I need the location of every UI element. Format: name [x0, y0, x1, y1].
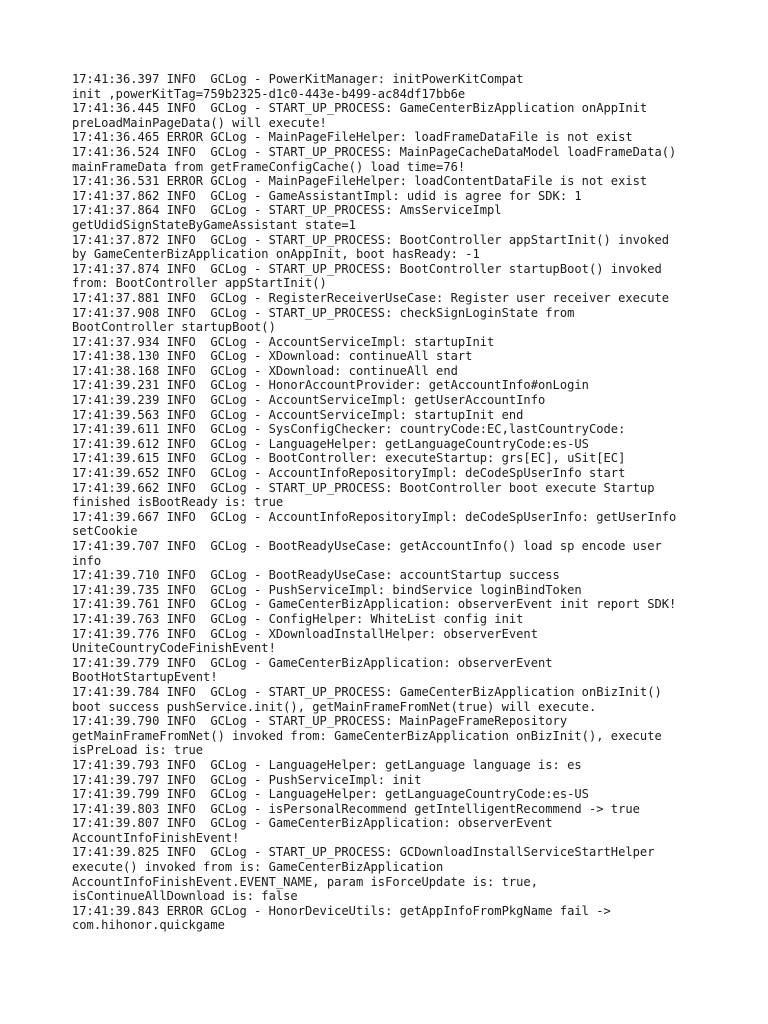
log-line: 17:41:39.615 INFO GCLog - BootController: executeStartup: grs[EC], uSit[EC] — [72, 451, 626, 466]
log-line: 17:41:39.784 INFO GCLog - START_UP_PROCESS: GameCenterBizApplication onBizInit() — [72, 684, 662, 699]
log-line: 17:41:39.843 ERROR GCLog - HonorDeviceUtils: getAppInfoFromPkgName fail -> — [72, 903, 611, 918]
log-line: info — [72, 553, 102, 568]
log-line: setCookie — [72, 524, 138, 539]
log-line: 17:41:37.874 INFO GCLog - START_UP_PROCESS: BootController startupBoot() invoked — [72, 261, 662, 276]
log-line: 17:41:39.662 INFO GCLog - START_UP_PROCESS: BootController boot execute Startup — [72, 480, 655, 495]
log-line: 17:41:39.776 INFO GCLog - XDownloadInstallHelper: observerEvent — [72, 626, 538, 641]
log-line: 17:41:39.735 INFO GCLog - PushServiceImpl: bindService loginBindToken — [72, 582, 582, 597]
log-line: boot success pushService.init(), getMainFrameFromNet(true) will execute. — [72, 699, 597, 714]
log-line: getUdidSignStateByGameAssistant state=1 — [72, 217, 356, 232]
log-line: 17:41:37.864 INFO GCLog - START_UP_PROCESS: AmsServiceImpl — [72, 203, 502, 218]
log-line: 17:41:37.908 INFO GCLog - START_UP_PROCESS: checkSignLoginState from — [72, 305, 575, 320]
log-line: isContinueAllDownload is: false — [72, 889, 298, 904]
log-line: 17:41:36.397 INFO GCLog - PowerKitManager: initPowerKitCompat — [72, 72, 524, 86]
log-line: 17:41:39.807 INFO GCLog - GameCenterBizApplication: observerEvent — [72, 816, 553, 831]
log-line: 17:41:39.761 INFO GCLog - GameCenterBizApplication: observerEvent init report SDK! — [72, 597, 677, 612]
log-line: mainFrameData from getFrameConfigCache() load time=76! — [72, 159, 466, 174]
log-line: 17:41:39.707 INFO GCLog - BootReadyUseCase: getAccountInfo() load sp encode user — [72, 539, 662, 553]
log-line: 17:41:39.763 INFO GCLog - ConfigHelper: WhiteList config init — [72, 611, 524, 626]
log-line: 17:41:39.790 INFO GCLog - START_UP_PROCESS: MainPageFrameRepository — [72, 714, 568, 729]
log-line: 17:41:39.652 INFO GCLog - AccountInfoRepositoryImpl: deCodeSpUserInfo start — [72, 466, 626, 481]
log-line: 17:41:39.793 INFO GCLog - LanguageHelper: getLanguage language is: es — [72, 757, 582, 772]
log-line: 17:41:38.168 INFO GCLog - XDownload: continueAll end — [72, 363, 458, 378]
log-line: 17:41:36.531 ERROR GCLog - MainPageFileHelper: loadContentDataFile is not exist — [72, 174, 648, 189]
log-line: AccountInfoFinishEvent.EVENT_NAME, param isForceUpdate is: true, — [72, 874, 538, 889]
log-line: 17:41:36.524 INFO GCLog - START_UP_PROCESS: MainPageCacheDataModel loadFrameData() — [72, 144, 677, 159]
log-text-block — [72, 72, 712, 933]
log-line: 17:41:39.797 INFO GCLog - PushServiceImpl: init — [72, 772, 422, 787]
log-line: finished isBootReady is: true — [72, 495, 284, 510]
log-line: init ,powerKitTag=759b2325-d1c0-443e-b499-ac84df17bb6e — [72, 86, 466, 101]
log-line: by GameCenterBizApplication onAppInit, boot hasReady: -1 — [72, 247, 480, 262]
log-line: 17:41:39.803 INFO GCLog - isPersonalRecommend getIntelligentRecommend -> true — [72, 801, 640, 816]
log-line: getMainFrameFromNet() invoked from: GameCenterBizApplication onBizInit(), execute — [72, 728, 662, 743]
log-line: 17:41:39.231 INFO GCLog - HonorAccountProvider: getAccountInfo#onLogin — [72, 378, 589, 393]
log-line: 17:41:39.825 INFO GCLog - START_UP_PROCESS: GCDownloadInstallServiceStartHelper — [72, 845, 655, 860]
log-line: 17:41:39.779 INFO GCLog - GameCenterBizApplication: observerEvent — [72, 655, 553, 670]
log-line: 17:41:37.881 INFO GCLog - RegisterReceiverUseCase: Register user receiver execute — [72, 290, 670, 305]
log-line: 17:41:38.130 INFO GCLog - XDownload: continueAll start — [72, 349, 473, 364]
log-line: 17:41:37.862 INFO GCLog - GameAssistantImpl: udid is agree for SDK: 1 — [72, 188, 582, 203]
log-line: BootController startupBoot() — [72, 320, 276, 335]
log-line: 17:41:37.934 INFO GCLog - AccountServiceImpl: startupInit — [72, 334, 495, 349]
log-line: com.hihonor.quickgame — [72, 918, 225, 933]
log-line: 17:41:39.611 INFO GCLog - SysConfigChecker: countryCode:EC,lastCountryCode: — [72, 422, 626, 437]
log-line: 17:41:39.667 INFO GCLog - AccountInfoRepositoryImpl: deCodeSpUserInfo: getUserInfo — [72, 509, 677, 524]
log-line: from: BootController appStartInit() — [72, 276, 327, 291]
log-line: 17:41:39.563 INFO GCLog - AccountServiceImpl: startupInit end — [72, 407, 524, 422]
log-line: 17:41:39.799 INFO GCLog - LanguageHelper: getLanguageCountryCode:es-US — [72, 787, 589, 802]
log-line: BootHotStartupEvent! — [72, 670, 218, 685]
log-line: 17:41:36.465 ERROR GCLog - MainPageFileHelper: loadFrameDataFile is not exist — [72, 130, 633, 145]
log-line: AccountInfoFinishEvent! — [72, 830, 240, 845]
log-line: 17:41:39.710 INFO GCLog - BootReadyUseCase: accountStartup success — [72, 568, 560, 583]
log-line: preLoadMainPageData() will execute! — [72, 115, 327, 130]
log-line: 17:41:39.612 INFO GCLog - LanguageHelper: getLanguageCountryCode:es-US — [72, 436, 589, 451]
log-line: UniteCountryCodeFinishEvent! — [72, 641, 276, 656]
log-line: 17:41:37.872 INFO GCLog - START_UP_PROCESS: BootController appStartInit() invoked — [72, 232, 670, 247]
log-line: 17:41:39.239 INFO GCLog - AccountServiceImpl: getUserAccountInfo — [72, 393, 546, 408]
log-line: isPreLoad is: true — [72, 743, 204, 758]
log-line: 17:41:36.445 INFO GCLog - START_UP_PROCESS: GameCenterBizApplication onAppInit — [72, 101, 648, 116]
log-line: execute() invoked from is: GameCenterBizApplication — [72, 860, 444, 875]
